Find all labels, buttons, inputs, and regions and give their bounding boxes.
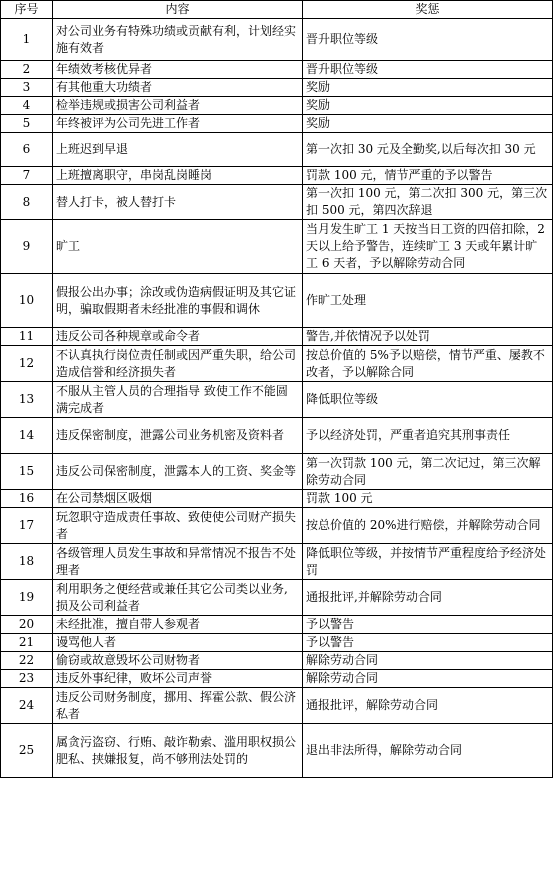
row-award: 通报批评，解除劳动合同 [303,688,553,724]
table-row [1,220,553,274]
header-content: 内容 [53,1,303,19]
table-row [1,328,553,346]
table-row [1,724,553,778]
row-number: 11 [1,328,53,346]
table-row [1,274,553,328]
table-row [1,634,553,652]
row-number: 15 [1,454,53,490]
row-number: 9 [1,220,53,274]
row-award: 晋升职位等级 [303,19,553,61]
row-number: 10 [1,274,53,328]
table-row [1,115,553,133]
row-number: 14 [1,418,53,454]
row-content: 违反公司各种规章或命令者 [53,328,303,346]
row-content: 检举违规或损害公司利益者 [53,97,303,115]
row-content: 各级管理人员发生事故和异常情况不报告不处理者 [53,544,303,580]
header-no: 序号 [1,1,53,19]
table-row [1,97,553,115]
row-number: 24 [1,688,53,724]
row-award: 作旷工处理 [303,274,553,328]
row-number: 13 [1,382,53,418]
table-row [1,688,553,724]
table-row [1,19,553,61]
row-content: 上班擅离职守，串岗乱岗睡岗 [53,167,303,185]
row-content: 谩骂他人者 [53,634,303,652]
row-content: 属贪污盗窃、行贿、敲诈勒索、滥用职权损公肥私、挟嫌报复，尚不够刑法处罚的 [53,724,303,778]
row-content: 替人打卡，被人替打卡 [53,185,303,220]
row-content: 违反外事纪律，败坏公司声誉 [53,670,303,688]
row-award: 通报批评,并解除劳动合同 [303,580,553,616]
table-row [1,508,553,544]
row-number: 19 [1,580,53,616]
row-content: 对公司业务有特殊功绩或贡献有利，计划经实施有效者 [53,19,303,61]
row-award: 第一次罚款 100 元，第二次记过，第三次解除劳动合同 [303,454,553,490]
row-award: 第一次扣 100 元，第二次扣 300 元，第三次扣 500 元，第四次辞退 [303,185,553,220]
row-content: 不认真执行岗位责任制或因严重失职，给公司造成信誉和经济损失者 [53,346,303,382]
row-number: 8 [1,185,53,220]
row-number: 3 [1,79,53,97]
table-row [1,544,553,580]
row-content: 年绩效考核优异者 [53,61,303,79]
row-award: 按总价值的 5%予以赔偿，情节严重、屡教不改者，予以解除合同 [303,346,553,382]
row-award: 奖励 [303,97,553,115]
row-content: 玩忽职守造成责任事故、致使使公司财产损失者 [53,508,303,544]
table-row [1,382,553,418]
row-number: 4 [1,97,53,115]
row-number: 18 [1,544,53,580]
row-content: 偷窃或故意毁坏公司财物者 [53,652,303,670]
row-award: 降低职位等级，并按情节严重程度给予经济处罚 [303,544,553,580]
table-row [1,418,553,454]
row-content: 假报公出办事；涂改或伪造病假证明及其它证明，骗取假期者未经批准的事假和调休 [53,274,303,328]
row-content: 未经批准，擅自带人参观者 [53,616,303,634]
row-award: 按总价值的 20%进行赔偿，并解除劳动合同 [303,508,553,544]
row-award: 予以警告 [303,616,553,634]
row-award: 罚款 100 元，情节严重的予以警告 [303,167,553,185]
row-number: 2 [1,61,53,79]
row-number: 16 [1,490,53,508]
table-row [1,61,553,79]
row-content: 旷工 [53,220,303,274]
row-number: 21 [1,634,53,652]
row-award: 奖励 [303,79,553,97]
row-number: 5 [1,115,53,133]
row-award: 解除劳动合同 [303,670,553,688]
row-award: 第一次扣 30 元及全勤奖,以后每次扣 30 元 [303,133,553,167]
row-content: 违反保密制度，泄露公司业务机密及资料者 [53,418,303,454]
row-content: 上班迟到早退 [53,133,303,167]
row-number: 22 [1,652,53,670]
row-content: 有其他重大功绩者 [53,79,303,97]
row-award: 予以经济处罚，严重者追究其刑事责任 [303,418,553,454]
row-award: 罚款 100 元 [303,490,553,508]
row-content: 违反公司保密制度，泄露本人的工资、奖金等 [53,454,303,490]
row-award: 退出非法所得，解除劳动合同 [303,724,553,778]
header-award: 奖惩 [303,1,553,19]
row-award: 予以警告 [303,634,553,652]
row-content: 利用职务之便经营或兼任其它公司类以业务,损及公司利益者 [53,580,303,616]
row-content: 在公司禁烟区吸烟 [53,490,303,508]
row-award: 警告,并依情况予以处罚 [303,328,553,346]
row-award: 解除劳动合同 [303,652,553,670]
header-row [1,1,553,19]
table-row [1,79,553,97]
row-award: 晋升职位等级 [303,61,553,79]
table-row [1,652,553,670]
row-content: 违反公司财务制度，挪用、挥霍公款、假公济私者 [53,688,303,724]
table-row [1,346,553,382]
table-row [1,670,553,688]
row-number: 20 [1,616,53,634]
row-content: 年终被评为公司先进工作者 [53,115,303,133]
row-award: 当月发生旷工 1 天按当日工资的四倍扣除，2 天以上给予警告，连续旷工 3 天或年累计旷工 6 天者，予以解除劳动合同 [303,220,553,274]
row-number: 17 [1,508,53,544]
table-row [1,580,553,616]
row-award: 奖励 [303,115,553,133]
row-number: 25 [1,724,53,778]
row-number: 7 [1,167,53,185]
table-row [1,616,553,634]
row-award: 降低职位等级 [303,382,553,418]
table-row [1,454,553,490]
table-row [1,490,553,508]
table-row [1,167,553,185]
row-number: 12 [1,346,53,382]
table-row [1,133,553,167]
row-number: 1 [1,19,53,61]
row-content: 不服从主管人员的合理指导 致使工作不能圆满完成者 [53,382,303,418]
table-row [1,185,553,220]
row-number: 6 [1,133,53,167]
row-number: 23 [1,670,53,688]
